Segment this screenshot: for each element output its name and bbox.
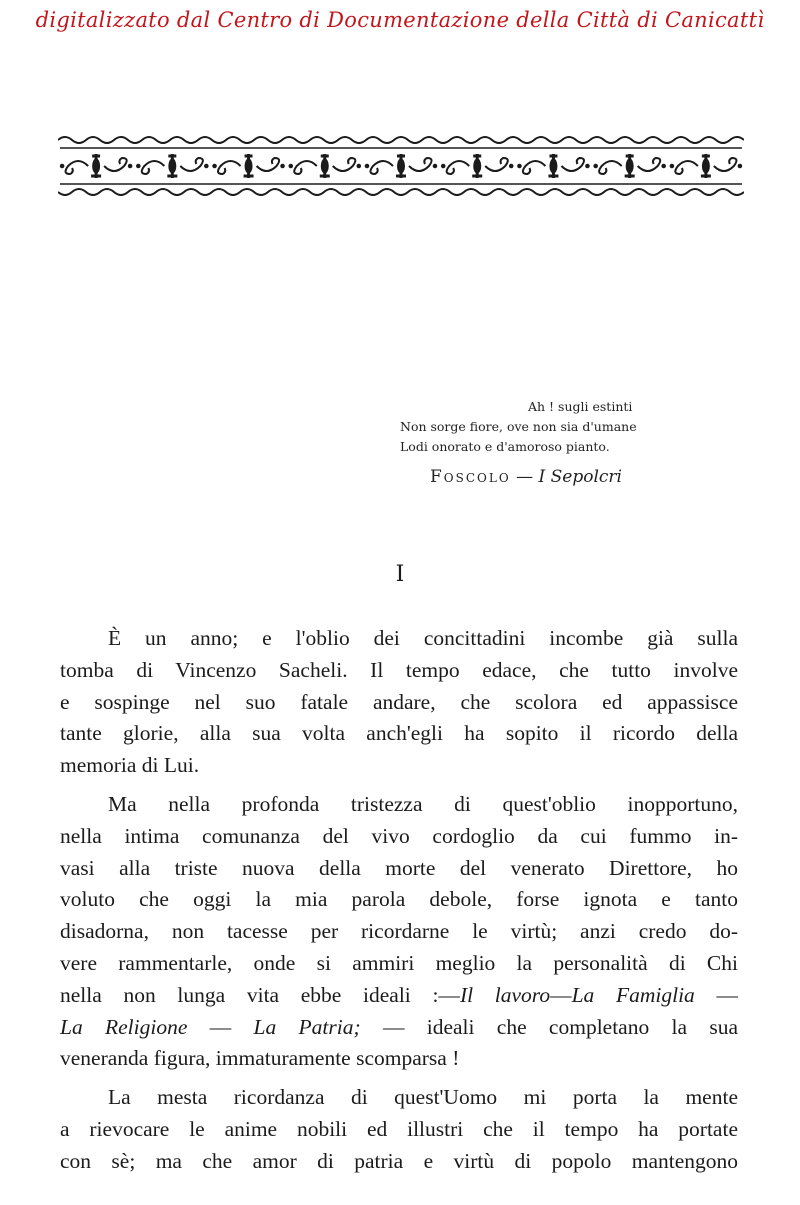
text-line: voluto che oggi la mia parola debole, forse ignota e tanto bbox=[60, 887, 738, 912]
text-line: nella intima comunanza del vivo cordoglio da cui fummo in- bbox=[60, 823, 738, 848]
text-line: a rievocare le anime nobili ed illustri che il tempo ha portate bbox=[60, 1116, 738, 1141]
ideal-religion: La Religione bbox=[60, 1014, 188, 1039]
paragraph-2 bbox=[60, 789, 738, 1075]
text-line: memoria di Lui. bbox=[60, 753, 200, 778]
dash: — bbox=[550, 982, 572, 1007]
epigraph-attribution bbox=[400, 467, 730, 487]
decorative-scroll-border-icon bbox=[58, 134, 744, 198]
epigraph bbox=[400, 397, 730, 487]
chapter-number: I bbox=[395, 562, 405, 587]
paragraph-1 bbox=[60, 623, 738, 782]
text-line: e sospinge nel suo fatale andare, che scolora ed appassisce bbox=[60, 689, 738, 714]
epigraph-author: Foscolo bbox=[430, 467, 511, 487]
ideal-family: La Famiglia bbox=[571, 982, 695, 1007]
text-line: vere rammentarle, onde si ammiri meglio la personalità di Chi bbox=[60, 950, 738, 975]
body-text bbox=[60, 623, 738, 1178]
text-line: tomba di Vincenzo Sacheli. Il tempo edace, che tutto involve bbox=[60, 657, 738, 682]
watermark-text: digitalizzato dal Centro di Documentazione della Città di Canicattì bbox=[35, 8, 765, 32]
epigraph-separator: — bbox=[516, 467, 534, 487]
text-line: veneranda figura, immaturamente scomparsa ! bbox=[60, 1046, 460, 1071]
ideal-homeland: La Patria; bbox=[253, 1014, 361, 1039]
dash: — bbox=[694, 982, 738, 1007]
text-line: disadorna, non tacesse per ricordarne le virtù; anzi credo do- bbox=[60, 919, 738, 944]
text-line: È un anno; e l'oblio dei concittadini incombe già sulla bbox=[108, 626, 738, 650]
text-line: tante glorie, alla sua volta anch'egli ha sopito il ricordo della bbox=[60, 721, 738, 746]
text-line bbox=[60, 1012, 738, 1044]
ideal-work: Il lavoro bbox=[459, 982, 551, 1007]
text-fragment: nella non lunga vita ebbe ideali :— bbox=[60, 982, 460, 1007]
text-line: vasi alla triste nuova della morte del venerato Direttore, ho bbox=[60, 855, 738, 880]
text-line: Ma nella profonda tristezza di quest'oblio inopportuno, bbox=[108, 791, 738, 816]
paragraph-3 bbox=[60, 1082, 738, 1177]
epigraph-line: Non sorge fiore, ove non sia d'umane bbox=[400, 419, 637, 434]
text-line bbox=[60, 980, 738, 1012]
dash: — bbox=[187, 1014, 254, 1039]
epigraph-line: Lodi onorato e d'amoroso pianto. bbox=[400, 439, 610, 454]
text-line: La mesta ricordanza di quest'Uomo mi porta la mente bbox=[108, 1085, 738, 1110]
epigraph-line: Ah ! sugli estinti bbox=[528, 399, 633, 414]
text-line: con sè; ma che amor di patria e virtù di popolo mantengono bbox=[60, 1148, 738, 1173]
text-fragment: — ideali che completano la sua bbox=[360, 1014, 738, 1039]
epigraph-work: I Sepolcri bbox=[538, 467, 622, 487]
